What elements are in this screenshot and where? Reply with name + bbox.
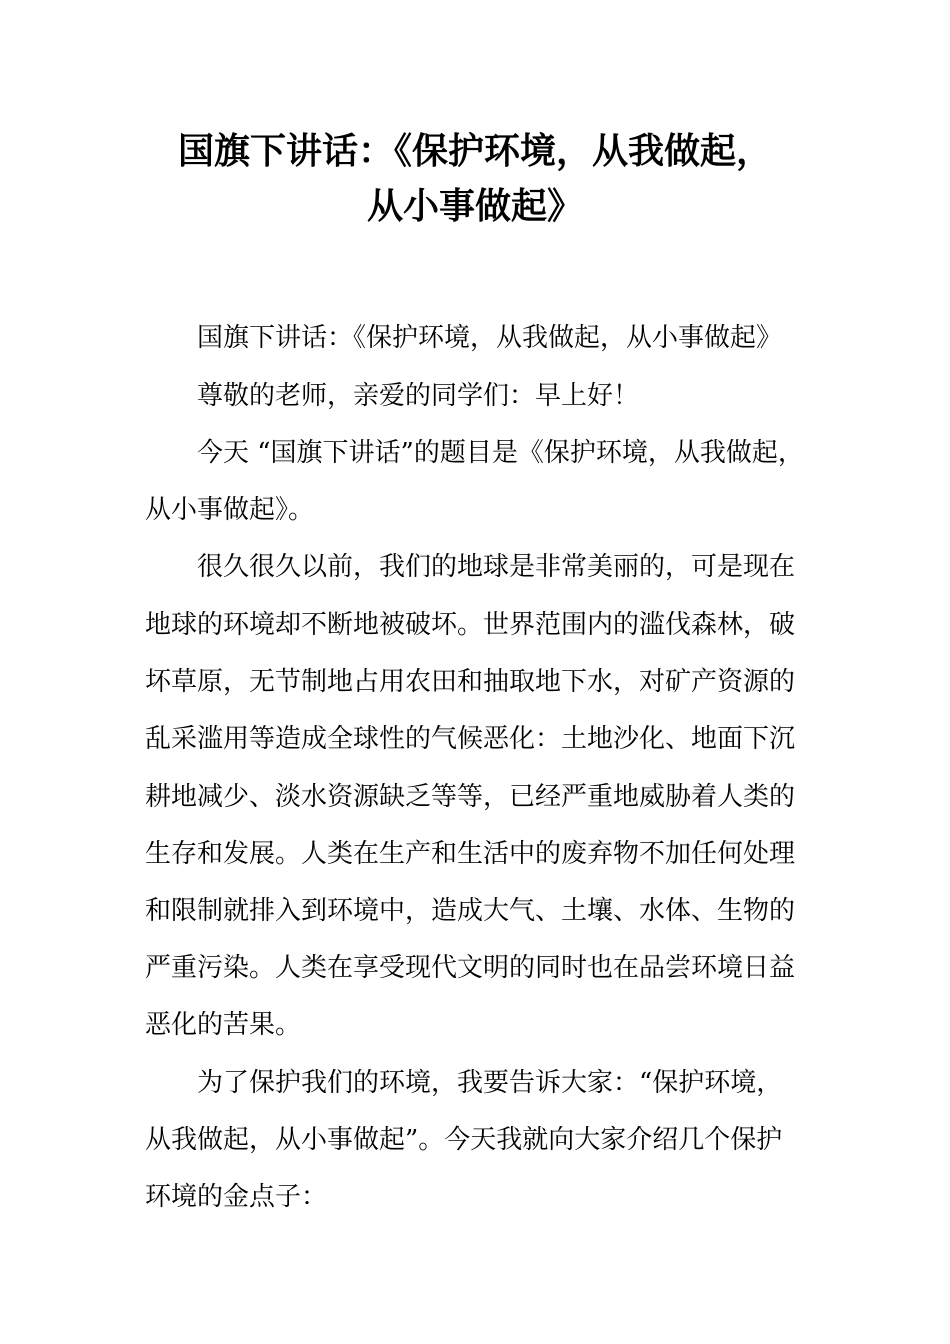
- paragraph-line: 从小事做起》。: [145, 495, 315, 525]
- paragraph-line: 从我做起，从小事做起”。今天我就向大家介绍几个保护: [145, 1125, 783, 1155]
- paragraph-line: 和限制就排入到环境中，造成大气、土壤、水体、生物的: [145, 896, 796, 926]
- paragraph-line: 生存和发展。人类在生产和生活中的废弃物不加任何处理: [145, 839, 796, 869]
- paragraph-line: 严重污染。人类在享受现代文明的同时也在品尝环境日益: [145, 953, 796, 983]
- paragraph-line: 环境的金点子：: [145, 1182, 328, 1212]
- paragraph-line: 乱采滥用等造成全球性的气候恶化：土地沙化、地面下沉: [145, 724, 796, 754]
- paragraph-line: 耕地减少、淡水资源缺乏等等，已经严重地威胁着人类的: [145, 782, 796, 812]
- document-title-line-2: 从小事做起》: [366, 186, 583, 227]
- paragraph-line: 为了保护我们的环境，我要告诉大家：“保护环境，: [197, 1068, 783, 1098]
- paragraph-line: 国旗下讲话：《保护环境，从我做起，从小事做起》: [197, 323, 783, 353]
- document-title-line-1: 国旗下讲话：《保护环境，从我做起，: [177, 131, 772, 172]
- paragraph-line: 很久很久以前，我们的地球是非常美丽的，可是现在: [197, 552, 796, 582]
- paragraph-line: 今天 “国旗下讲话”的题目是《保护环境，从我做起，: [197, 438, 804, 468]
- paragraph-line: 坏草原，无节制地占用农田和抽取地下水，对矿产资源的: [145, 667, 796, 697]
- paragraph-line: 地球的环境却不断地被破坏。世界范围内的滥伐森林，破: [145, 610, 796, 640]
- paragraph-line: 恶化的苦果。: [145, 1010, 302, 1040]
- paragraph-line: 尊敬的老师，亲爱的同学们：早上好！: [197, 381, 640, 411]
